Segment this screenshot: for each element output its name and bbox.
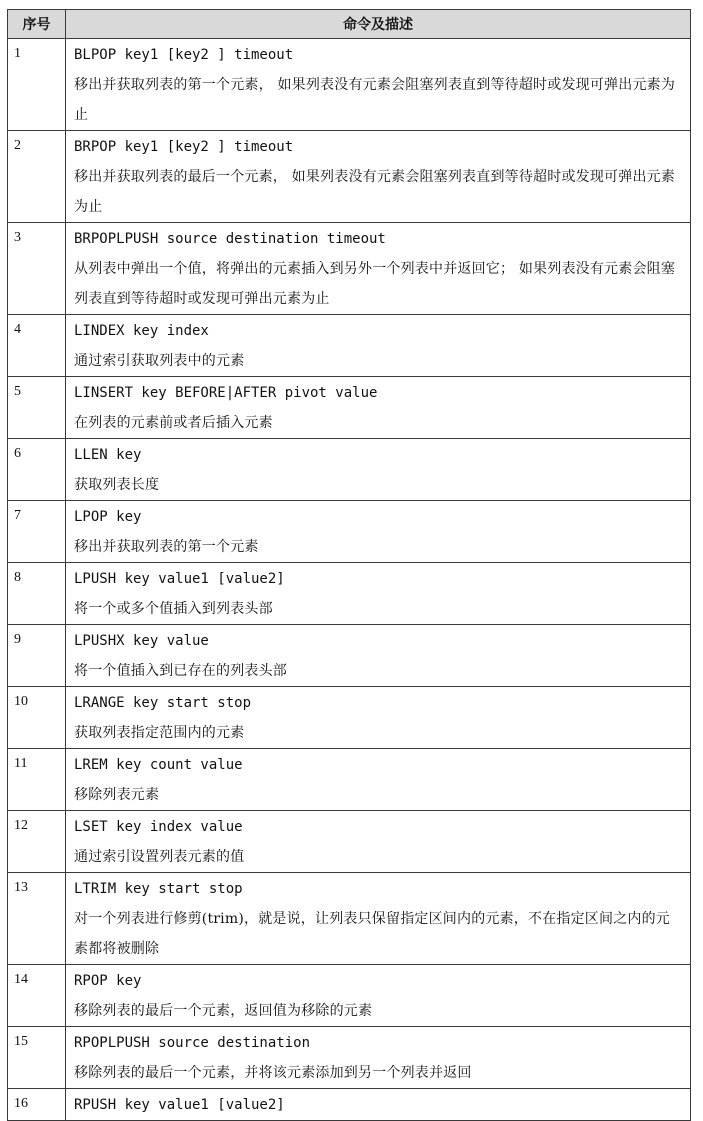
row-content <box>66 377 691 439</box>
command-description: 移出并获取列表的第一个元素， 如果列表没有元素会阻塞列表直到等待超时或发现可弹出元素为止 <box>74 77 676 123</box>
table-row <box>8 501 691 563</box>
table-row <box>8 131 691 223</box>
table-row <box>8 873 691 965</box>
table-row <box>8 315 691 377</box>
row-content <box>66 131 691 223</box>
row-number: 13 <box>8 873 66 965</box>
command-syntax: RPOP key <box>74 973 142 989</box>
row-number: 10 <box>8 687 66 749</box>
row-content <box>66 1089 691 1121</box>
command-description: 将一个或多个值插入到列表头部 <box>74 601 273 617</box>
command-description: 移出并获取列表的第一个元素 <box>74 539 259 555</box>
command-syntax: LPUSH key value1 [value2] <box>74 571 285 587</box>
table-row <box>8 687 691 749</box>
command-syntax: RPUSH key value1 [value2] <box>74 1097 285 1113</box>
command-syntax: LSET key index value <box>74 819 243 835</box>
command-description: 移出并获取列表的最后一个元素， 如果列表没有元素会阻塞列表直到等待超时或发现可弹出元素为止 <box>74 169 676 215</box>
row-number: 4 <box>8 315 66 377</box>
table-row <box>8 439 691 501</box>
row-number: 6 <box>8 439 66 501</box>
row-number: 9 <box>8 625 66 687</box>
command-description: 在列表的元素前或者后插入元素 <box>74 415 273 431</box>
row-content <box>66 1027 691 1089</box>
row-content <box>66 749 691 811</box>
row-content <box>66 625 691 687</box>
row-number: 3 <box>8 223 66 315</box>
header-serial-number: 序号 <box>8 10 66 39</box>
command-description: 移除列表的最后一个元素，返回值为移除的元素 <box>74 1003 373 1019</box>
command-syntax: BRPOP key1 [key2 ] timeout <box>74 139 294 155</box>
table-row <box>8 377 691 439</box>
command-syntax: LRANGE key start stop <box>74 695 252 711</box>
command-syntax: LPOP key <box>74 509 142 525</box>
command-description: 通过索引设置列表元素的值 <box>74 849 245 865</box>
command-syntax: LPUSHX key value <box>74 633 209 649</box>
command-description: 移除列表元素 <box>74 787 160 803</box>
row-number: 15 <box>8 1027 66 1089</box>
command-description: 将一个值插入到已存在的列表头部 <box>74 663 287 679</box>
table-row <box>8 39 691 131</box>
command-description: 对一个列表进行修剪(trim)，就是说，让列表只保留指定区间内的元素，不在指定区间之内的元素都将被删除 <box>74 911 670 957</box>
row-number: 12 <box>8 811 66 873</box>
row-number: 7 <box>8 501 66 563</box>
command-syntax: LTRIM key start stop <box>74 881 243 897</box>
table-row <box>8 811 691 873</box>
table-row <box>8 223 691 315</box>
row-content <box>66 965 691 1027</box>
table-row <box>8 1027 691 1089</box>
command-syntax: BLPOP key1 [key2 ] timeout <box>74 47 294 63</box>
command-description: 从列表中弹出一个值，将弹出的元素插入到另外一个列表中并返回它； 如果列表没有元素会阻塞列表直到等待超时或发现可弹出元素为止 <box>74 261 676 307</box>
command-description: 获取列表指定范围内的元素 <box>74 725 245 741</box>
row-content <box>66 315 691 377</box>
table-header-row <box>8 10 691 39</box>
row-number: 5 <box>8 377 66 439</box>
command-syntax: BRPOPLPUSH source destination timeout <box>74 231 386 247</box>
row-content <box>66 563 691 625</box>
command-description: 获取列表长度 <box>74 477 160 493</box>
row-number: 14 <box>8 965 66 1027</box>
table-row <box>8 965 691 1027</box>
row-content <box>66 873 691 965</box>
row-content <box>66 39 691 131</box>
row-content <box>66 223 691 315</box>
row-number: 8 <box>8 563 66 625</box>
row-number: 1 <box>8 39 66 131</box>
header-command-and-description: 命令及描述 <box>66 10 691 39</box>
table-row <box>8 1089 691 1121</box>
row-number: 11 <box>8 749 66 811</box>
command-description: 通过索引获取列表中的元素 <box>74 353 245 369</box>
table-row <box>8 749 691 811</box>
command-syntax: LINSERT key BEFORE|AFTER pivot value <box>74 385 378 401</box>
command-syntax: LLEN key <box>74 447 142 463</box>
row-number: 16 <box>8 1089 66 1121</box>
command-description: 移除列表的最后一个元素，并将该元素添加到另一个列表并返回 <box>74 1065 472 1081</box>
row-content <box>66 687 691 749</box>
table-row <box>8 625 691 687</box>
row-content <box>66 811 691 873</box>
table-row <box>8 563 691 625</box>
redis-list-commands-table <box>7 9 691 1121</box>
command-syntax: LREM key count value <box>74 757 243 773</box>
row-content <box>66 439 691 501</box>
row-content <box>66 501 691 563</box>
command-syntax: LINDEX key index <box>74 323 209 339</box>
row-number: 2 <box>8 131 66 223</box>
command-syntax: RPOPLPUSH source destination <box>74 1035 311 1051</box>
